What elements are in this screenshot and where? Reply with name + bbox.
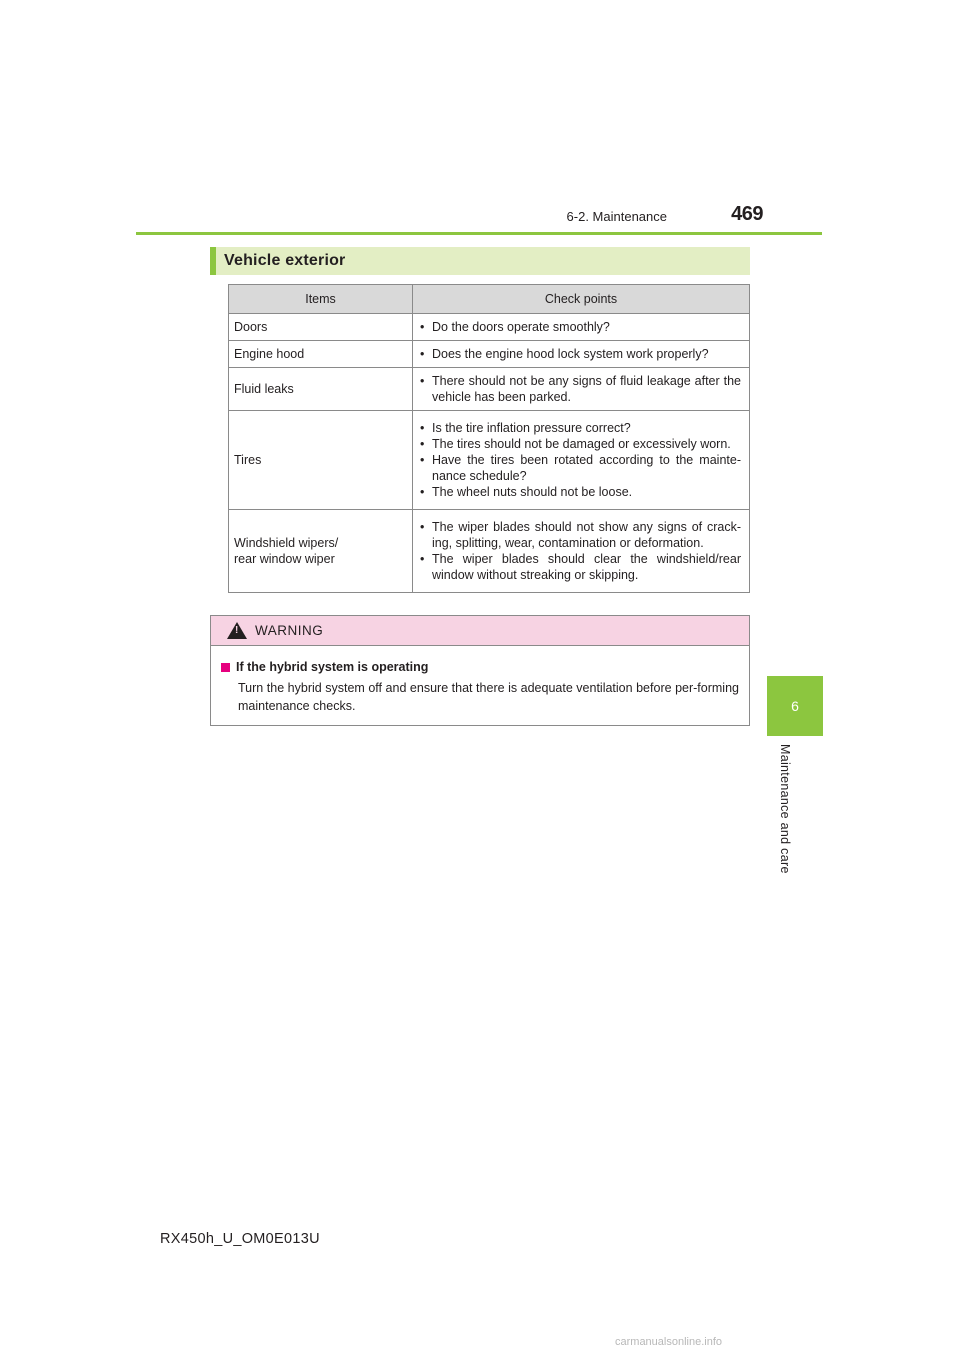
check-point: • The tires should not be damaged or excessively worn. <box>418 436 741 452</box>
check-points-cell <box>413 510 750 593</box>
table-row <box>229 314 750 341</box>
item-cell: Doors <box>229 314 413 341</box>
square-bullet-icon <box>221 663 230 672</box>
check-points-cell <box>413 411 750 510</box>
table-row <box>229 510 750 593</box>
check-point: • Have the tires been rotated according to the mainte-nance schedule? <box>418 452 741 484</box>
check-points-cell <box>413 368 750 411</box>
warning-header <box>211 616 749 646</box>
item-cell: Tires <box>229 411 413 510</box>
header-rule <box>136 232 822 235</box>
table-header-row <box>229 285 750 314</box>
check-point: • There should not be any signs of fluid leakage after the vehicle has been parked. <box>418 373 741 405</box>
watermark: carmanualsonline.info <box>615 1336 723 1348</box>
chapter-title: Maintenance and care <box>778 744 792 874</box>
check-point: • Is the tire inflation pressure correct? <box>418 420 741 436</box>
chapter-tab: 6 <box>767 676 823 736</box>
check-point: • Do the doors operate smoothly? <box>418 319 741 335</box>
check-point: • The wiper blades should not show any signs of crack-ing, splitting, wear, contamination or deformation. <box>418 519 741 551</box>
column-header-items: Items <box>229 285 413 314</box>
warning-triangle-icon: ! <box>227 622 247 639</box>
check-point: • Does the engine hood lock system work properly? <box>418 346 741 362</box>
warning-title: WARNING <box>255 623 324 638</box>
check-point: • The wheel nuts should not be loose. <box>418 484 741 500</box>
item-cell: Fluid leaks <box>229 368 413 411</box>
check-points-cell <box>413 341 750 368</box>
section-title: Vehicle exterior <box>210 247 750 275</box>
check-points-cell <box>413 314 750 341</box>
warning-box <box>210 615 750 726</box>
table-row <box>229 411 750 510</box>
warning-subheading-text: If the hybrid system is operating <box>236 660 429 674</box>
page-number: 469 <box>731 203 763 225</box>
warning-subheading <box>221 658 739 676</box>
running-header-section: 6-2. Maintenance <box>566 209 667 224</box>
model-code-footer: RX450h_U_OM0E013U <box>160 1231 320 1247</box>
table-row <box>229 341 750 368</box>
warning-text: Turn the hybrid system off and ensure that there is adequate ventilation before per-forming maintenance checks. <box>238 681 739 713</box>
check-points-table <box>228 284 750 593</box>
column-header-check-points: Check points <box>413 285 750 314</box>
item-cell: Engine hood <box>229 341 413 368</box>
table-row <box>229 368 750 411</box>
warning-body <box>211 646 749 715</box>
item-cell: Windshield wipers/ rear window wiper <box>229 510 413 593</box>
check-point: • The wiper blades should clear the windshield/rear window without streaking or skipping. <box>418 551 741 583</box>
